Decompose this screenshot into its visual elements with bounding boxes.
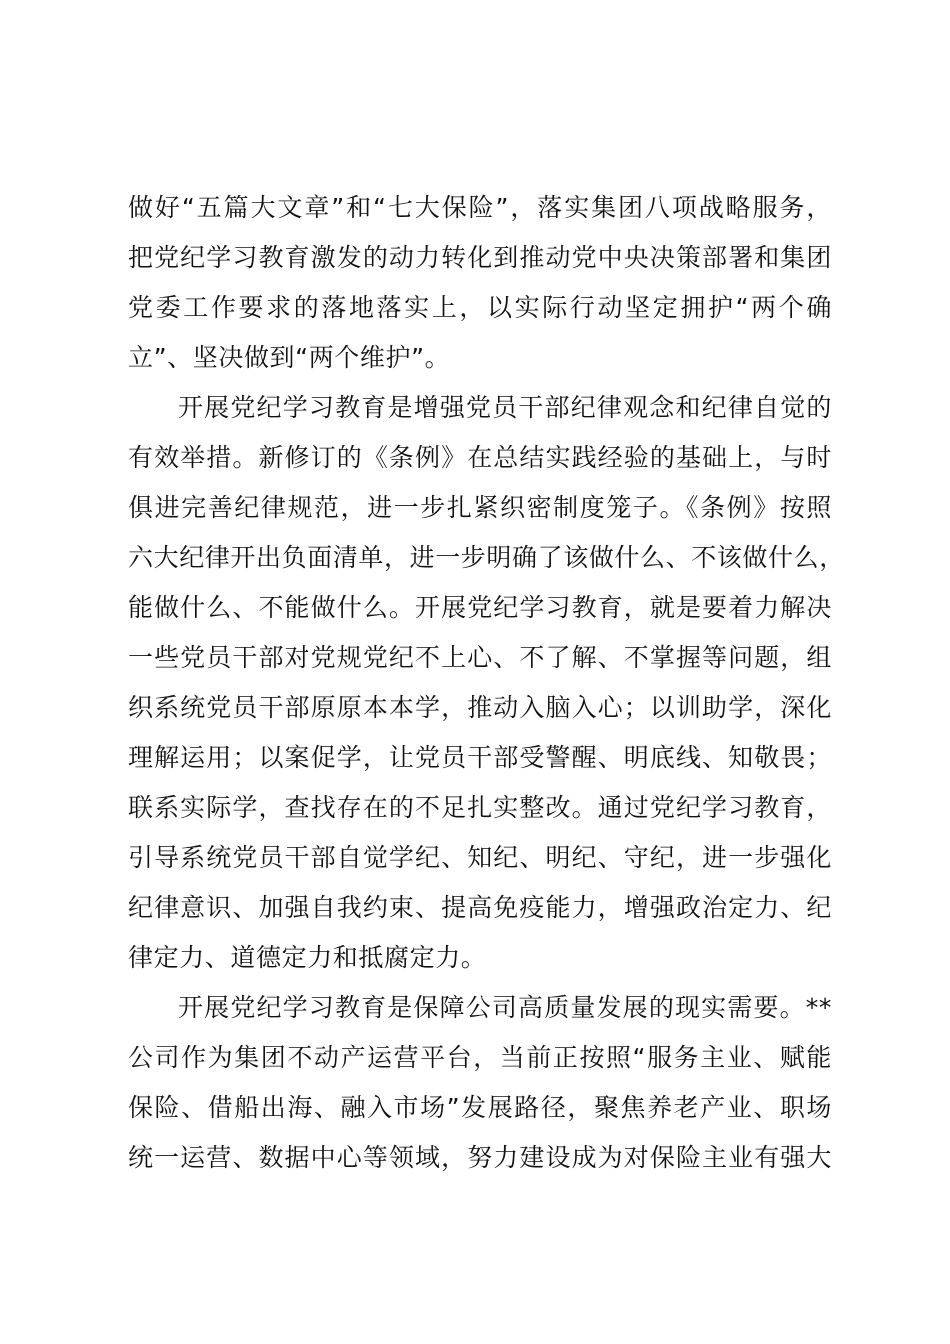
paragraph-3-line-3: 保险、借船出海、融入市场”发展路径，聚焦养老产业、职场 [128, 1093, 832, 1122]
paragraph-1-line-2: 把党纪学习教育激发的动力转化到推动党中央决策部署和集团 [128, 243, 832, 272]
paragraph-2-line-12: 律定力、道德定力和抵腐定力。 [128, 943, 487, 972]
paragraph-3-line-1: 开展党纪学习教育是保障公司高质量发展的现实需要。** [178, 993, 832, 1022]
paragraph-2-line-11: 纪律意识、加强自我约束、提高免疫能力，增强政治定力、纪 [128, 893, 832, 922]
paragraph-3-line-2: 公司作为集团不动产运营平台，当前正按照“服务主业、赋能 [128, 1043, 832, 1072]
paragraph-1-line-3: 党委工作要求的落地落实上，以实际行动坚定拥护“两个确 [128, 293, 832, 322]
paragraph-1-line-1: 做好“五篇大文章”和“七大保险”，落实集团八项战略服务， [128, 193, 832, 222]
paragraph-2 [128, 383, 845, 983]
paragraph-2-line-4: 六大纪律开出负面清单，进一步明确了该做什么、不该做什么， [128, 543, 845, 572]
paragraph-2-line-6: 一些党员干部对党规党纪不上心、不了解、不掌握等问题，组 [128, 643, 832, 672]
paragraph-2-line-3: 俱进完善纪律规范，进一步扎紧织密制度笼子。《条例》按照 [128, 493, 832, 522]
document-body [128, 183, 845, 1183]
paragraph-3-line-4: 统一运营、数据中心等领域，努力建设成为对保险主业有强大 [128, 1143, 832, 1172]
paragraph-2-line-9: 联系实际学，查找存在的不足扎实整改。通过党纪学习教育， [128, 793, 832, 822]
paragraph-2-line-2: 有效举措。新修订的《条例》在总结实践经验的基础上，与时 [128, 443, 832, 472]
paragraph-2-line-7: 织系统党员干部原原本本学，推动入脑入心；以训助学，深化 [128, 693, 832, 722]
paragraph-3 [128, 983, 832, 1183]
paragraph-2-line-1: 开展党纪学习教育是增强党员干部纪律观念和纪律自觉的 [178, 393, 832, 422]
paragraph-2-line-10: 引导系统党员干部自觉学纪、知纪、明纪、守纪，进一步强化 [128, 843, 832, 872]
paragraph-2-line-8: 理解运用；以案促学，让党员干部受警醒、明底线、知敬畏； [128, 743, 832, 772]
paragraph-1 [128, 183, 832, 383]
paragraph-2-line-5: 能做什么、不能做什么。开展党纪学习教育，就是要着力解决 [128, 593, 832, 622]
paragraph-1-line-4: 立”、坚决做到“两个维护”。 [128, 343, 451, 372]
